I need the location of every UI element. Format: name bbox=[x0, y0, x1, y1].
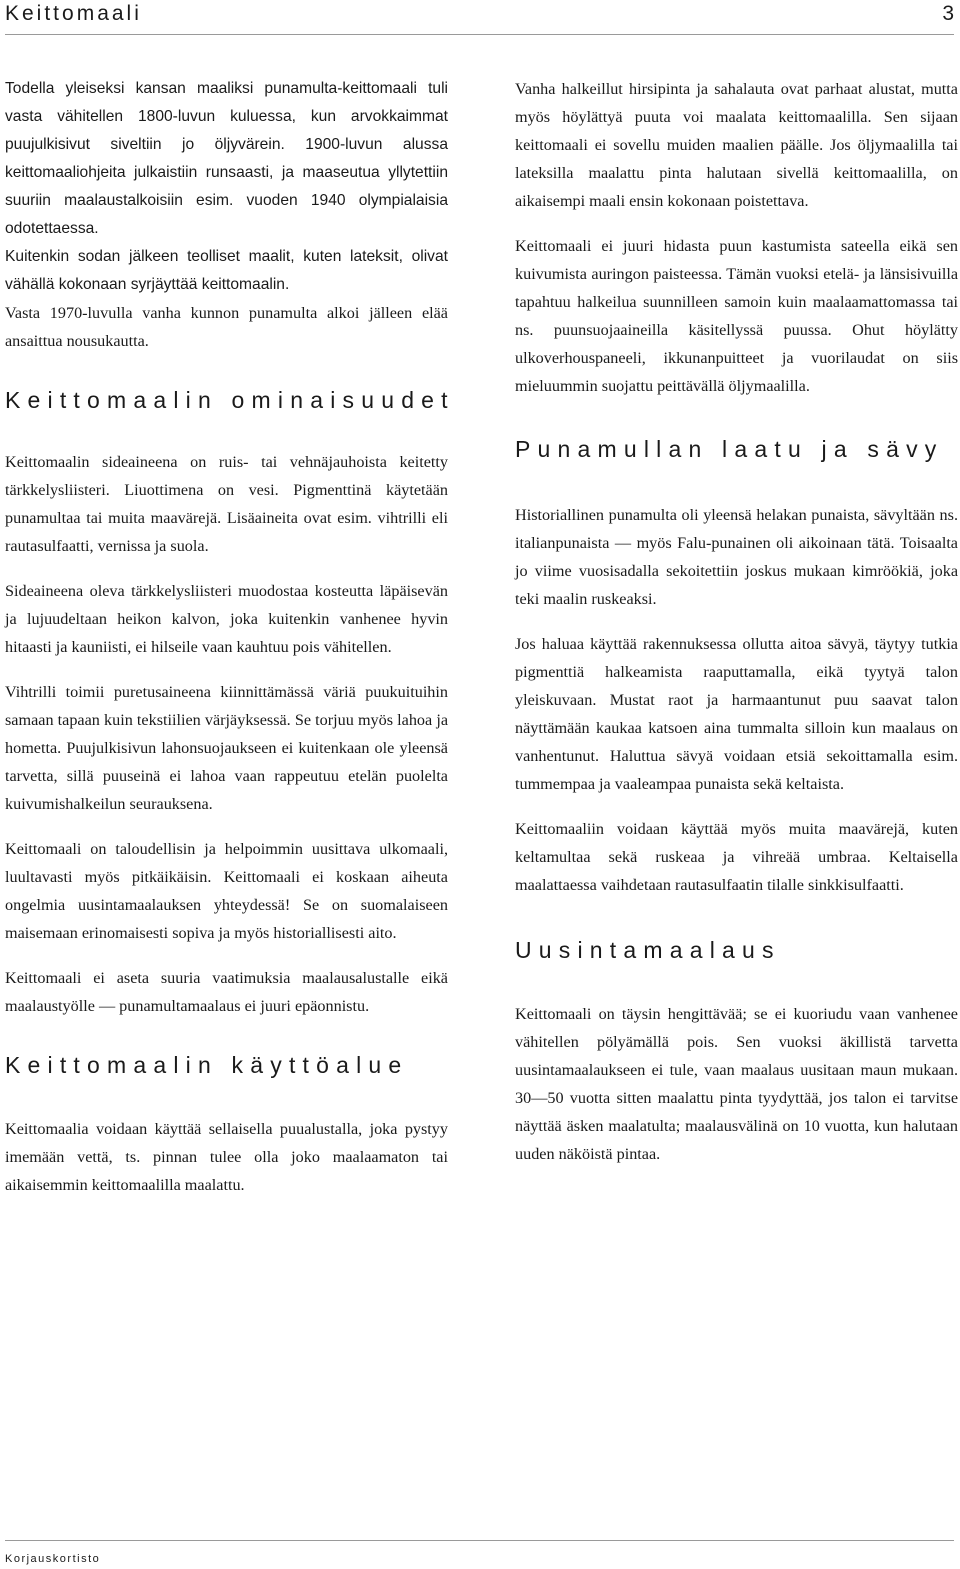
running-title: Keittomaali bbox=[5, 2, 142, 25]
color-paragraph-3: Keittomaaliin voidaan käyttää myös muita maavärejä, kuten keltamultaa sekä ruskeaa ja vihreää umbraa. Keltaisella maalattaessa vaihdetaan rautasulfaatin tilalle sinkkisulfaatti. bbox=[515, 820, 958, 894]
page-header bbox=[5, 0, 954, 35]
intro-paragraph-3: Vasta 1970-luvulla vanha kunnon punamulta alkoi jälleen elää ansaittua nousukautta. bbox=[5, 304, 448, 350]
section-heading-properties: Keittomaalin ominaisuudet bbox=[5, 387, 455, 413]
properties-paragraph-5: Keittomaali ei aseta suuria vaatimuksia maalausalustalle eikä maalaustyölle — punamultamaalaus ei juuri epäonnistu. bbox=[5, 969, 448, 1015]
properties-paragraph-1: Keittomaalin sideaineena on ruis- tai vehnäjauhoista keitetty tärkkelysliisteri. Liuottimena on vesi. Pigmenttinä käytetään punamultaa tai muita maavärejä. Lisäaineita ovat esim. vihtrilli eli rautasulfaatti, vernissa ja suola. bbox=[5, 453, 448, 555]
section-heading-color-quality: Punamullan laatu ja sävy bbox=[515, 436, 944, 462]
left-column bbox=[5, 75, 455, 1216]
properties-paragraph-3: Vihtrilli toimii puretusaineena kiinnittämässä väriä puukuituihin samaan tapaan kuin tekstiilien värjäyksessä. Se torjuu myös lahoa ja hometta. Puujulkisivun lahonsuojaukseen ei kuitenkaan ole yleensä tarvetta, sillä puuseinä ei lahoa vaan rappeutuu etelän puolelta kuivumishalkeilun seurauksena. bbox=[5, 683, 448, 813]
intro-paragraph-1: Todella yleiseksi kansan maaliksi punamulta-keittomaali tuli vasta vähitellen 1800-luvun kuluessa, kun arvokkaimmat puujulkisivut siveltiin jo öljyvärein. 1900-luvun alussa keittomaaliohjeita julkaistiin runsaasti, ja maaseutua yllytettiin suuriin maalaustalkoisiin esim. vuoden 1940 olympialaisia odotettaessa. bbox=[5, 80, 448, 237]
properties-paragraph-2: Sideaineena oleva tärkkelysliisteri muodostaa kosteutta läpäisevän ja lujuudeltaan heikon kalvon, joka kuitenkin vanhenee hyvin hitaasti ja kauniisti, ei hilseile vaan kauhtuu pois vähitellen. bbox=[5, 582, 448, 656]
usage-paragraph-2: Vanha halkeillut hirsipinta ja sahalauta ovat parhaat alustat, mutta myös höylättyä puuta voi maalata keittomaalilla. Sen sijaan keittomaali ei sovellu muiden maalien päälle. Jos öljymaalilla tai lateksilla maalattu pinta halutaan sivellä keittomaalilla, on aikaisempi maali ensin kokonaan poistettava. bbox=[515, 80, 958, 210]
right-column bbox=[515, 75, 958, 1185]
page-footer bbox=[5, 1540, 954, 1565]
properties-paragraph-4: Keittomaali on taloudellisin ja helpoimmin uusittava ulkomaali, luultavasti myös pitkäikäisin. Keittomaali ei koskaan aiheuta ongelmia uusintamaalauksen yhteydessä! Se on suomalaiseen maisemaan erinomaisesti sopiva ja myös historiallisesti aito. bbox=[5, 840, 448, 942]
section-heading-repainting: Uusintamaalaus bbox=[515, 937, 781, 963]
intro-paragraph-2: Kuitenkin sodan jälkeen teolliset maalit, kuten lateksit, olivat vähällä kokonaan syrjäyttää keittomaalin. bbox=[5, 248, 448, 293]
color-paragraph-1: Historiallinen punamulta oli yleensä helakan punaista, sävyltään ns. italianpunaista — myös Falu-punainen oli aikoinaan tätä. Toisaalta jo viime vuosisadalla sekoitettiin joskus mukaan kimröökiä, joka teki maalin ruskeaksi. bbox=[515, 506, 958, 608]
section-heading-usage: Keittomaalin käyttöalue bbox=[5, 1052, 409, 1078]
color-paragraph-2: Jos haluaa käyttää rakennuksessa ollutta aitoa sävyä, täytyy tutkia pigmenttiä halkeamista raaputtamalla, eikä tyytyä talon yleiskuvaan. Mustat raot ja harmaantunut puu saavat talon näyttämään kaukaa katsoen aina tummalta silloin kun maalaus on vanhentunut. Haluttua sävyä voidaan etsiä sekoittamalla esim. tummempaa ja vaaleampaa punaista sekä keltaista. bbox=[515, 635, 958, 793]
usage-paragraph-1: Keittomaalia voidaan käyttää sellaisella puualustalla, joka pystyy imemään vettä, ts. pinnan tulee olla joko maalaamaton tai aikaisemmin keittomaalilla maalattu. bbox=[5, 1120, 448, 1194]
usage-paragraph-3: Keittomaali ei juuri hidasta puun kastumista sateella eikä sen kuivumista auringon paisteessa. Tämän vuoksi etelä- ja länsisivuilla tapahtuu halkeilua suunnilleen samoin kuin maalaamattomassa tai ns. puunsuojaaineilla käsitellyssä puussa. Ohut höylätty ulkoverhouspaneeli, ikkunanpuitteet ja vuorilaudat on siis mieluummin suojattu peittävällä öljymaalilla. bbox=[515, 237, 958, 395]
footer-label: Korjauskortisto bbox=[5, 1553, 101, 1565]
repainting-paragraph-1: Keittomaali on täysin hengittävää; se ei kuoriudu vaan vanhenee vähitellen pölyämällä pois. Sen vuoksi äkillistä tarvetta uusintamaalaukseen ei tule, vaan maalaus uusitaan maun mukaan. 30—50 vuotta sitten maalattu pinta tyydyttää, jos talon ei tarvitse näyttää äsken maalatulta; maalausvälinä on 10 vuotta, kun halutaan uuden näköistä pintaa. bbox=[515, 1005, 958, 1163]
page-number: 3 bbox=[942, 2, 954, 25]
